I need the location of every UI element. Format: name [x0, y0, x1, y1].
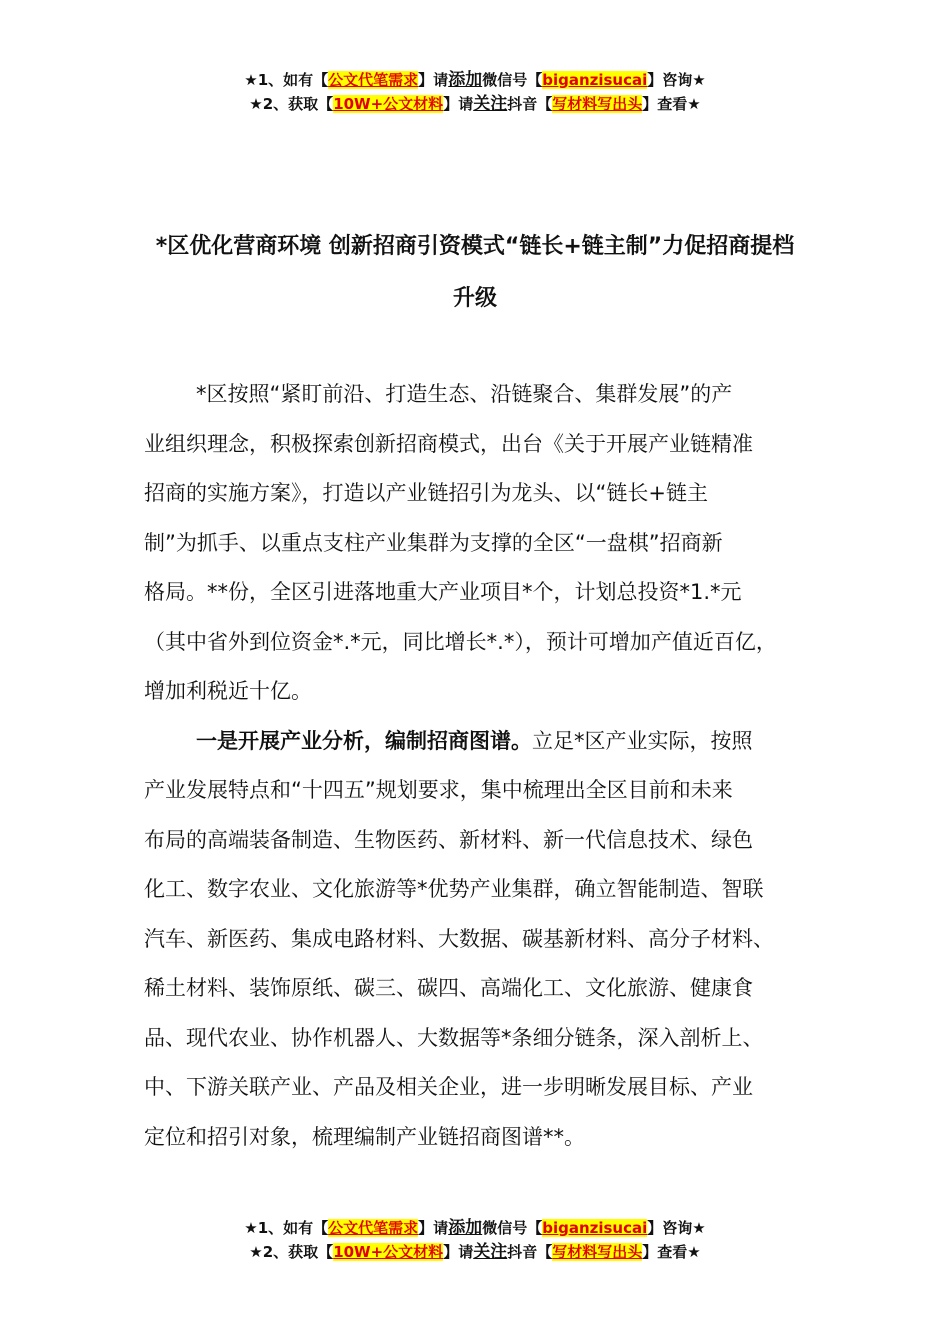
highlight-service: 公文代笔需求	[328, 71, 419, 89]
banner-emphasis: 添加	[448, 70, 483, 90]
paragraph-2	[144, 717, 834, 1163]
paragraph-heading: 一是开展产业分析，编制招商图谱。	[196, 728, 532, 753]
highlight-materials: 10W+公文材料	[333, 95, 444, 113]
highlight-materials: 10W+公文材料	[333, 1243, 444, 1261]
header-banner	[0, 68, 950, 116]
title-line-2: 升级	[452, 286, 497, 311]
banner-line-2	[0, 1240, 950, 1264]
banner-text: 抖音【	[507, 1243, 553, 1261]
banner-emphasis: 添加	[448, 1218, 483, 1238]
banner-text: ★2、获取【	[249, 1243, 334, 1261]
paragraph-line: 格局。**份，全区引进落地重大产业项目*个，计划总投资*1.*元	[144, 580, 742, 604]
footer-banner	[0, 1216, 950, 1264]
banner-line-1	[0, 1216, 950, 1240]
document-body	[144, 370, 834, 1162]
banner-text: ★1、如有【	[244, 71, 329, 89]
paragraph-text: 立足*区产业实际，按照	[532, 728, 753, 753]
banner-line-1	[0, 68, 950, 92]
paragraph-line: 稀土材料、装饰原纸、碳三、碳四、高端化工、文化旅游、健康食	[144, 976, 753, 1000]
paragraph-line: 品、现代农业、协作机器人、大数据等*条细分链条，深入剖析上、	[144, 1025, 764, 1050]
paragraph-line: *区按照“紧盯前沿、打造生态、沿链聚合、集群发展”的产	[196, 382, 733, 406]
banner-text: 】请	[418, 1219, 449, 1237]
banner-emphasis: 关注	[473, 1242, 508, 1262]
paragraph-line: 布局的高端装备制造、生物医药、新材料、新一代信息技术、绿色	[144, 827, 753, 852]
banner-text: 】查看★	[642, 1243, 701, 1261]
highlight-douyin: 写材料写出头	[552, 95, 643, 113]
paragraph-line: 化工、数字农业、文化旅游等*优势产业集群，确立智能制造、智联	[144, 877, 764, 901]
highlight-wechat-id: biganzisucai	[542, 71, 648, 89]
paragraph-line: 产业发展特点和“十四五”规划要求，集中梳理出全区目前和未来	[144, 778, 733, 802]
paragraph-1	[144, 370, 834, 717]
paragraph-line: 定位和招引对象，梳理编制产业链招商图谱**。	[144, 1124, 585, 1149]
paragraph-line: 中、下游关联产业、产品及相关企业，进一步明晰发展目标、产业	[144, 1075, 753, 1099]
paragraph-line: （其中省外到位资金*.*元，同比增长*.*），预计可增加产值近百亿，	[144, 629, 777, 654]
banner-text: 抖音【	[507, 95, 553, 113]
banner-text: ★2、获取【	[249, 95, 334, 113]
highlight-douyin: 写材料写出头	[552, 1243, 643, 1261]
highlight-service: 公文代笔需求	[328, 1219, 419, 1237]
banner-text: 微信号【	[482, 1219, 543, 1237]
banner-text: 】咨询★	[647, 1219, 706, 1237]
banner-text: 微信号【	[482, 71, 543, 89]
banner-text: ★1、如有【	[244, 1219, 329, 1237]
banner-text: 】请	[443, 1243, 474, 1261]
banner-line-2	[0, 92, 950, 116]
banner-emphasis: 关注	[473, 94, 508, 114]
banner-text: 】请	[418, 71, 449, 89]
paragraph-line: 增加利税近十亿。	[144, 679, 312, 703]
paragraph-line	[144, 717, 834, 767]
highlight-wechat-id: biganzisucai	[542, 1219, 648, 1237]
paragraph-line: 业组织理念，积极探索创新招商模式，出台《关于开展产业链精准	[144, 431, 753, 456]
banner-text: 】咨询★	[647, 71, 706, 89]
title-line-1: *区优化营商环境 创新招商引资模式“链长+链主制”力促招商提档	[155, 234, 795, 259]
banner-text: 】查看★	[642, 95, 701, 113]
paragraph-line: 制”为抓手、以重点支柱产业集群为支撑的全区“一盘棋”招商新	[144, 530, 723, 555]
paragraph-line: 招商的实施方案》，打造以产业链招引为龙头、以“链长+链主	[144, 481, 708, 505]
document-title	[120, 221, 830, 325]
paragraph-line: 汽车、新医药、集成电路材料、大数据、碳基新材料、高分子材料、	[144, 926, 774, 951]
banner-text: 】请	[443, 95, 474, 113]
